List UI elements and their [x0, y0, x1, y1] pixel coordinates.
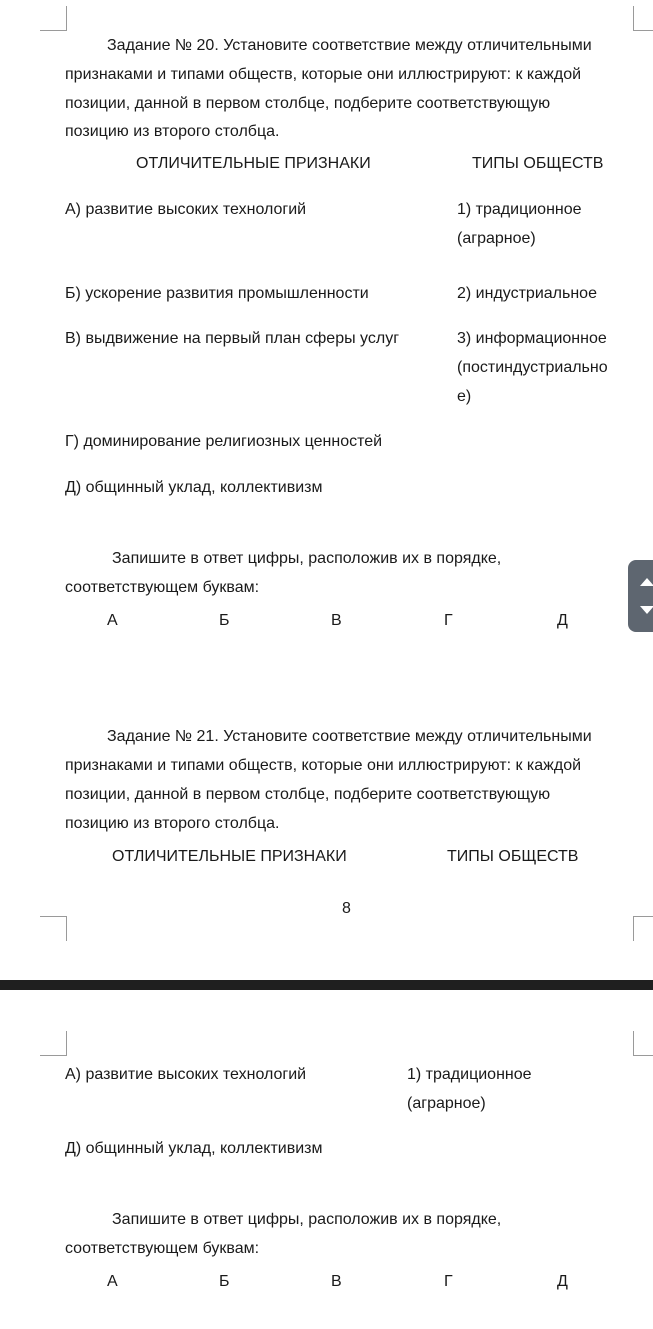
answer-instruction: Запишите в ответ цифры, расположив их в порядке,: [112, 550, 502, 567]
answer-letter: Д: [557, 1273, 568, 1290]
feature-item: Г) доминирование религиозных ценностей: [65, 433, 383, 450]
feature-item: Д) общинный уклад, коллективизм: [65, 1140, 323, 1157]
type-item: (аграрное): [407, 1095, 486, 1112]
type-item: (постиндустриально: [457, 359, 608, 376]
document-page-2: [0, 990, 653, 1329]
answer-instruction: Запишите в ответ цифры, расположив их в порядке,: [112, 1211, 502, 1228]
type-item: 1) традиционное: [457, 201, 582, 218]
task21-column-header-types: ТИПЫ ОБЩЕСТВ: [447, 848, 579, 865]
type-item: 2) индустриальное: [457, 285, 597, 302]
answer-letter: А: [107, 1273, 118, 1290]
task21-intro-line: признаками и типами обществ, которые они иллюстрируют: к каждой: [65, 757, 582, 774]
chevron-down-icon[interactable]: [640, 606, 653, 614]
answer-instruction: соответствующем буквам:: [65, 1240, 260, 1257]
task20-intro-line: признаками и типами обществ, которые они иллюстрируют: к каждой: [65, 66, 582, 83]
feature-item: Д) общинный уклад, коллективизм: [65, 479, 323, 496]
task20-intro-line: позицию из второго столбца.: [65, 123, 280, 140]
page-scroll-widget[interactable]: [628, 560, 653, 632]
type-item: 3) информационное: [457, 330, 607, 347]
chevron-up-icon[interactable]: [640, 578, 653, 586]
answer-letter: Б: [219, 1273, 230, 1290]
page-corner-mark: [633, 6, 653, 31]
task20-intro-line: позиции, данной в первом столбце, подберите соответствующую: [65, 95, 551, 112]
page-separator: [0, 980, 653, 990]
page-corner-mark: [40, 6, 67, 31]
page-number: 8: [342, 900, 351, 917]
answer-letter: В: [331, 1273, 342, 1290]
task21-intro-line: Задание № 21. Установите соответствие между отличительными: [107, 728, 592, 745]
answer-instruction: соответствующем буквам:: [65, 579, 260, 596]
answer-letter: Г: [444, 612, 453, 629]
type-item: (аграрное): [457, 230, 536, 247]
feature-item: Б) ускорение развития промышленности: [65, 285, 369, 302]
feature-item: А) развитие высоких технологий: [65, 201, 307, 218]
task21-column-header-features: ОТЛИЧИТЕЛЬНЫЕ ПРИЗНАКИ: [112, 848, 347, 865]
page-corner-mark: [633, 916, 653, 941]
answer-letter: Д: [557, 612, 568, 629]
answer-letter: Б: [219, 612, 230, 629]
page-corner-mark: [40, 1031, 67, 1056]
answer-letter: А: [107, 612, 118, 629]
task20-column-header-types: ТИПЫ ОБЩЕСТВ: [472, 155, 604, 172]
page-corner-mark: [633, 1031, 653, 1056]
feature-item: А) развитие высоких технологий: [65, 1066, 307, 1083]
type-item: е): [457, 388, 472, 405]
task21-intro-line: позицию из второго столбца.: [65, 815, 280, 832]
type-item: 1) традиционное: [407, 1066, 532, 1083]
answer-letter: В: [331, 612, 342, 629]
task20-column-header-features: ОТЛИЧИТЕЛЬНЫЕ ПРИЗНАКИ: [136, 155, 371, 172]
feature-item: В) выдвижение на первый план сферы услуг: [65, 330, 400, 347]
answer-letter: Г: [444, 1273, 453, 1290]
task21-intro-line: позиции, данной в первом столбце, подберите соответствующую: [65, 786, 551, 803]
page-corner-mark: [40, 916, 67, 941]
task20-intro-line: Задание № 20. Установите соответствие между отличительными: [107, 37, 592, 54]
